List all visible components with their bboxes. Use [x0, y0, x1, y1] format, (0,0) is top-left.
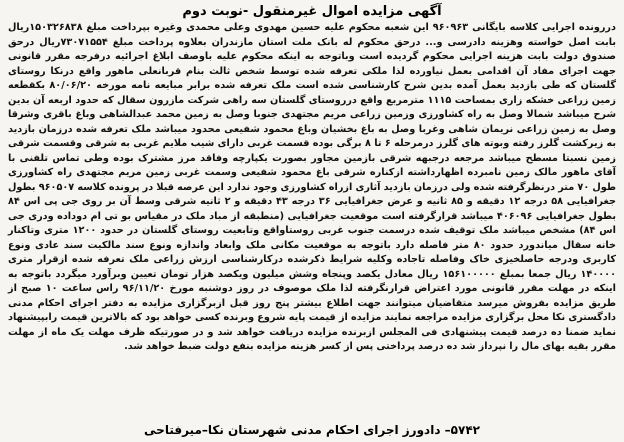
notice-body: دررونده اجرایی کلاسه بایگانی ۹۶۰۹۶۳ این شعبه محکوم علیه حسین مهدوی وعلی محمدی وغیره بپرداخت مبلغ ۱۵۰۳۲۶۸۳۸ریال بابت اصل خواسته وهزینه دادرسی و... درحق محکوم له بانک ملت استان مازندران بعلاوه پرداخت مبلغ ۷۳۰۷۱۵۵۴ریال درحق صندوق دولت بابت هزینه اجرایی محکوم گردیده است وباتوجه به اینکه محکوم علیه باوصف ابلاغ اجرائیه درفرجه مقرر قانونی جهت اجرای مفاد آن اقدامی بعمل نیاورده لذا ملکی تعرفه شده توسط شخص ثالث بنام قربانعلی ماهور واقع درنکا روستای گلستان که طی بازدید بعمل آمده بدین شرح کارشناسی شده است ملک تعرفه شده برابر مبایعه نامه مورخه ۸۰/۰۶/۲۰ بکقطعه زمین زراعی خشکه زاری بمساحت ۱۱۱۵ مترمربع واقع درروستای گلستان سه راهی شرکت مازرون سقال که حدود اربعه آن بدین شرح میباشد شمالا وصل به راه کشاورزی وزمین زراعی مریم مجتهدی جنوبا وصل به زمین محمد عبدالشاهی وباغ باقری وشرقا وصل به زمین زراعی نریمان شاهی وغربا وصل به باغ بخشیان وباغ محمود شفیعی محدود میباشد ملک تعرفه شده درزمان بازدید به زیرکشت گلرز رفته وبوته های گلرز درمرحله ۶ تا ۸ برگی بوده قسمت غربی دارای شیب ملایم غربی به شرقی وقسمت شرقی زمین نسبتا مسطح میباشد مرجعه درجبهه شرقی بازمین مجاور بصورت یکپارچه وفاقد مرز مشترک بوده وطی تماس تلفنی با آقای ماهور مالک زمین نامبرده اظهارداشته ازکناره شرقی باغ محمود شفیعی وسمت غربی زمین مریم مجتهدی راه کشاورزی طول ۷۰ متر درنظرگرفته شده ولی درزمان بازدید آثاری ازراه کشاورزی وجود ندارد این عرصه قبلا در پرونده کلاسه ۹۶۰۵۰۷ بطول جغرافیایی ۵۸ درجه ۱۲ دقیقه و ۸۵ ثانیه و عرض جغرافیایی ۳۶ درجه ۴۳ دقیقه و ۲ ثانیه شرقی وسط آن بر روی جی پی اس ۸۴ بطول جغرافیایی ۴۰۶۰۹۶ میباشد قرارگرفته است موقعیت جغرافیایی (منطبقه از مباد ملک در مقیاس بو تی ام دوداده ودری جی اس ۸۴) مشخص میباشد ملک توقیف شده درسمت جنوب غربی روستاواقع وتابعیت روستای گلستان در حدود ۱۲۰۰ متری وتاکنار خانه سقال میاندورد حدود ۸۰ متر فاصله دارد باتوجه به موقعیت مکانی ملک وابعاد واندازه ونوع سند مالکیت سند عادی ونوع کاربری ودرجه حاصلخیزی خاک وفاصله تاجاده وکلیه شرایط ذکرشده درکارشناسی ارزش زراعی ملک تعرفه شده ازقرار متری ۱۴۰۰۰۰ ریال جمعا بمبلغ ۱۵۶۱۰۰۰۰۰ ریال معادل یکصد وپنجاه وشش میلیون ویکصد هزار تومان تعیین وبرآورد میگردد باتوجه به اینکه در مهلت مقرر قانونی مورد اعتراض قرارنگرفته لذا ملک موصوف در روز دوشنبه مورخ ۹۶/۱۱/۲۰ راس ساعت ۱۰ صبح از طریق مزایده بفروش میرسد متقاضیان میتوانند جهت اطلاع بیشتر پنج روز قبل ازبرگزاری مزایده به دفتر اجرای احکام مدنی دادگستری نکا محل برگزاری مزایده مراجعه نمایند مزایده از قیمت پایه شروع وبرنده کسی خواهد بود که بالاترین قیمت رابپیشنهاد نماید ضمنا ده درصد قیمت پیشنهادی فی المجلس ازبرنده مزایده دریافت خواهد شد و در صورتیکه ظرف مهلت یک ماه از مهلت مقرر بقیه بهای مال را نپرداز شد ده درصد پرداختی پس از کسر هزینه مزایده بنفع دولت ضبط خواهد شد. — [8, 22, 617, 352]
notice-title: آگهی مزایده اموال غیرمنقول -نوبت دوم — [182, 4, 442, 19]
notice-signature: ۵۷۴۲– دادورز اجرای احکام مدنی شهرستان نکا–میرفتاحی — [144, 423, 480, 437]
